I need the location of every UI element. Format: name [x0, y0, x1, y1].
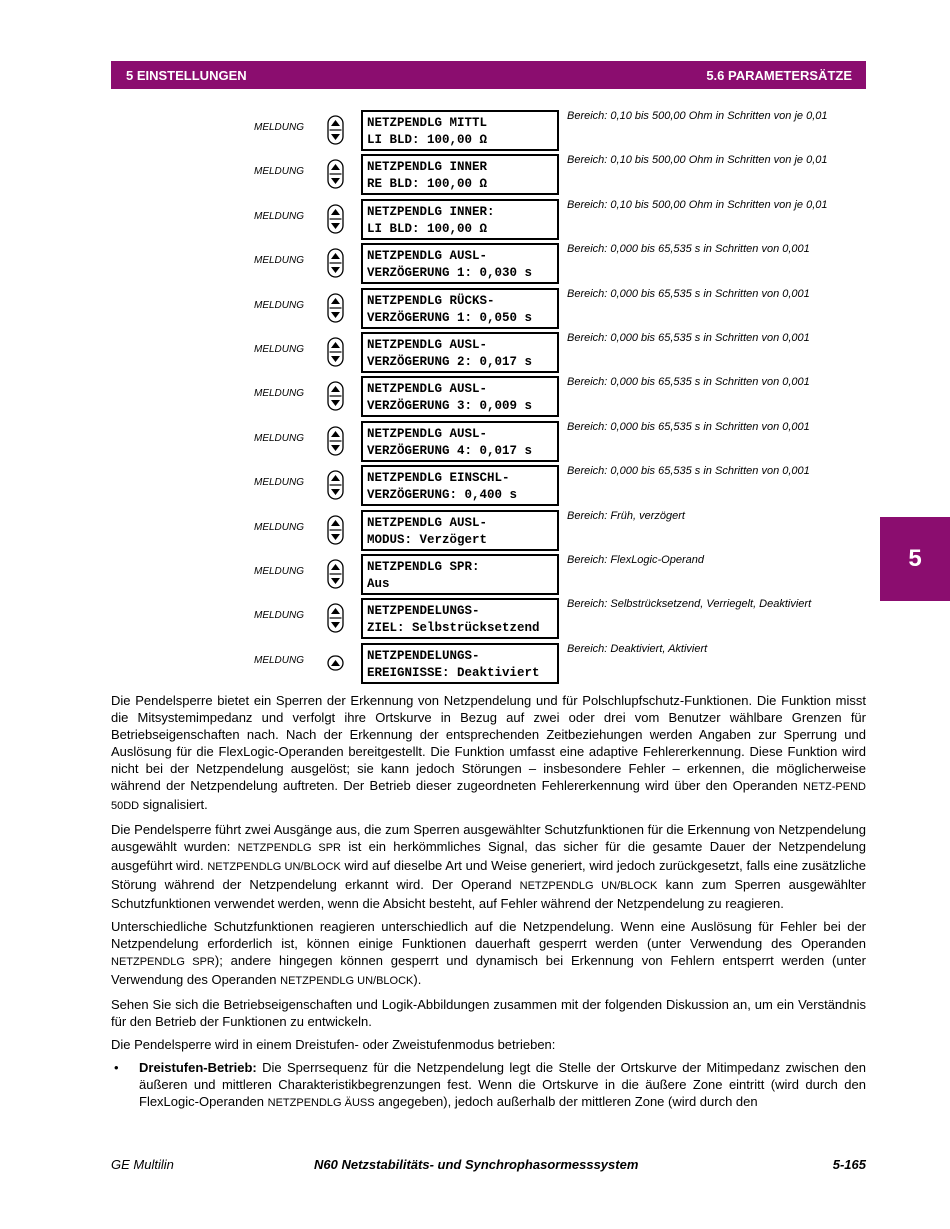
range-description: Bereich: 0,10 bis 500,00 Ohm in Schritten von je 0,01: [567, 154, 828, 167]
chapter-title: 5 EINSTELLUNGEN: [126, 67, 247, 83]
lcd-line-1: NETZPENDLG AUSL-: [367, 249, 488, 264]
lcd-display: [361, 554, 559, 595]
lcd-line-2: VERZÖGERUNG 4: 0,017 s: [367, 443, 533, 458]
lcd-line-2: RE BLD: 100,00 Ω: [367, 177, 488, 192]
lcd-display: [361, 243, 559, 284]
setting-row: [0, 376, 950, 420]
lcd-display: [361, 199, 559, 240]
paragraph: [111, 692, 866, 815]
lcd-line-2: VERZÖGERUNG 3: 0,009 s: [367, 399, 533, 414]
message-label: MELDUNG: [254, 122, 305, 133]
range-description: Bereich: 0,000 bis 65,535 s in Schritten von 0,001: [567, 465, 810, 478]
up-down-arrow-keys-icon[interactable]: [327, 115, 344, 145]
paragraph: [111, 918, 866, 990]
lcd-line-2: ZIEL: Selbstrücksetzend: [367, 621, 540, 636]
lcd-display: [361, 510, 559, 551]
bullet-item: [111, 1059, 866, 1112]
lcd-display: [361, 465, 559, 506]
setting-row: [0, 243, 950, 287]
setting-row: [0, 199, 950, 243]
bullet-title: Dreistufen-Betrieb:: [139, 1060, 257, 1075]
text-span: wird auf dieselbe Art und Weise generiert, wird jedoch zurückgesetzt, falls eine zusätzliche Störung während der Netzpendelung erkannt wird. Der Operand: [111, 858, 866, 892]
range-description: Bereich: 0,000 bis 65,535 s in Schritten von 0,001: [567, 420, 810, 433]
message-label: MELDUNG: [254, 210, 305, 222]
operand-name: NETZ-PEND 50DD: [111, 781, 866, 812]
lcd-line-2: VERZÖGERUNG: 0,400 s: [367, 488, 518, 503]
lcd-line-2: LI BLD: 100,00 Ω: [367, 221, 488, 236]
lcd-line-1: NETZPENDLG AUSL-: [367, 426, 488, 441]
lcd-display: [361, 598, 559, 639]
paragraph: Sehen Sie sich die Betriebseigenschaften und Logik-Abbildungen zusammen mit der folgenden Diskussion an, um ein Verständnis für den Betrieb der Funktionen zu entwickeln.: [111, 997, 866, 1029]
lcd-line-2: VERZÖGERUNG 1: 0,030 s: [367, 266, 533, 281]
lcd-line-2: VERZÖGERUNG 2: 0,017 s: [367, 355, 533, 369]
footer-company: GE Multilin: [111, 1157, 174, 1172]
lcd-display: [361, 421, 559, 462]
operand-name: NETZPENDLG UN/BLOCK: [280, 975, 414, 987]
lcd-line-2: MODUS: Verzögert: [367, 532, 488, 547]
text-span: Unterschiedliche Schutzfunktionen reagieren unterschiedlich auf die Netzpendelung. Wenn eine Auslösung für Fehler bei der Netzpendelung erforderlich ist, können einige Funktionen dauerhaft gesperrt werden (unter Verwendung des Operanden: [111, 919, 866, 951]
text-span: Die Pendelsperre führt zwei Ausgänge aus, die zum Sperren ausgewählter Schutzfunktionen für die Erkennung von Netzpendelung ausgewählt wurden:: [111, 822, 866, 854]
lcd-line-2: EREIGNISSE: Deaktiviert: [367, 665, 540, 680]
up-down-arrow-keys-icon[interactable]: [327, 381, 344, 411]
message-label: MELDUNG: [254, 610, 305, 622]
paragraph: Die Pendelsperre wird in einem Dreistufen- oder Zweistufenmodus betrieben:: [111, 1037, 556, 1052]
lcd-line-1: NETZPENDLG MITTL: [367, 116, 488, 130]
text-span: kann zum Sperren ausgewählter Schutzfunktionen verwendet werden, wenn die Absicht besteht, auf Fehler während der Netzpendelung zu reagieren.: [111, 877, 867, 911]
up-down-arrow-keys-icon[interactable]: [327, 293, 344, 323]
message-label: MELDUNG: [254, 566, 305, 577]
range-description: Bereich: 0,10 bis 500,00 Ohm in Schritten von je 0,01: [567, 110, 828, 122]
up-down-arrow-keys-icon[interactable]: [327, 470, 344, 500]
setting-row: [0, 421, 950, 465]
up-down-arrow-keys-icon[interactable]: [327, 337, 344, 367]
lcd-line-1: NETZPENDLG EINSCHL-: [367, 471, 510, 486]
lcd-line-1: NETZPENDLG AUSL-: [367, 382, 488, 397]
chapter-tab: 5: [880, 517, 950, 601]
setting-row: [0, 465, 950, 509]
up-down-arrow-keys-icon[interactable]: [327, 515, 344, 545]
operand-name: NETZPENDLG UN/BLOCK: [519, 880, 658, 892]
setting-row: [0, 110, 950, 154]
operand-name: NETZPENDLG SPR: [111, 956, 215, 968]
setting-row: [0, 154, 950, 198]
setting-row: [0, 643, 950, 687]
section-title: 5.6 PARAMETERSÄTZE: [706, 67, 852, 83]
message-label: MELDUNG: [254, 344, 305, 355]
up-down-arrow-keys-icon[interactable]: [327, 603, 344, 633]
text-span: ); andere hingegen können gesperrt und dynamisch bei Erkennung von Fehlern entsperrt werden (unter Verwendung des Operanden: [111, 953, 866, 987]
message-label: MELDUNG: [254, 255, 305, 267]
range-description: Bereich: 0,10 bis 500,00 Ohm in Schritten von je 0,01: [567, 198, 828, 211]
lcd-line-1: NETZPENDELUNGS-: [367, 648, 480, 663]
setting-row: [0, 510, 950, 554]
message-label: MELDUNG: [254, 654, 305, 666]
page-number: 5-165: [832, 1157, 866, 1172]
up-down-arrow-keys-icon[interactable]: [327, 426, 344, 456]
footer-title: N60 Netzstabilitäts- und Synchrophasormesssystem: [314, 1157, 639, 1172]
setting-row: [0, 332, 950, 376]
lcd-line-1: NETZPENDLG SPR:: [367, 560, 480, 574]
bullet-symbol: •: [114, 1060, 119, 1075]
range-description: Bereich: 0,000 bis 65,535 s in Schritten von 0,001: [567, 287, 810, 300]
body-text: [111, 692, 866, 1112]
lcd-line-2: LI BLD: 100,00 Ω: [367, 133, 488, 147]
setting-row: [0, 554, 950, 598]
text-span: Die Pendelsperre bietet ein Sperren der Erkennung von Netzpendelung und für Polschlupfschutz-Funktionen. Die Funktion misst die Mitsystemimpedanz und verfolgt ihre Ortskurve in Bezug auf zwei oder drei vom Benutzer wählbare Grenzen für Betriebseigenschaften nach. Nach der Erkennung der entsprechenden Zeitbeziehungen werden Angaben zur Sperrung und Auslösung für die FlexLogic-Operanden bereitgestellt. Die Funktion umfasst eine adaptive Fehlererkennung. Diese Funktion wird nicht bei der Netzpendelung ausgelöst; sie kann jedoch Störungen – insbesondere Fehler – erkennen, die möglicherweise während der Netzpendelung auftreten. Der Betrieb dieser zugeordneten Fehlererkennung wird über den Operanden: [111, 693, 866, 793]
message-label: MELDUNG: [254, 432, 305, 444]
range-description: Bereich: Deaktiviert, Aktiviert: [567, 642, 708, 655]
lcd-display: [361, 376, 559, 417]
message-label: MELDUNG: [254, 388, 305, 400]
range-description: Bereich: Früh, verzögert: [567, 509, 685, 522]
text-span: Die Sperrsequenz für die Netzpendelung legt die Stelle der Ortskurve der Mitimpedanz zwischen den äußeren und mittleren Charakteristikbegrenzungen fest. Wenn die Ortskurve in die äußere Zone eintritt (wird durch den FlexLogic-Operanden: [139, 1060, 866, 1109]
text-span: ist ein herkömmliches Signal, das sicher für die gesamte Dauer der Netzpendelung ausgeführt wird.: [111, 839, 866, 873]
bullet-text: [139, 1059, 866, 1112]
operand-name: NETZPENDLG SPR: [237, 842, 341, 854]
message-label: MELDUNG: [254, 521, 305, 533]
message-label: MELDUNG: [254, 477, 305, 489]
lcd-display: [361, 332, 559, 373]
lcd-display: [361, 643, 559, 684]
up-down-arrow-keys-icon[interactable]: [327, 248, 344, 278]
range-description: Bereich: Selbstrücksetzend, Verriegelt, Deaktiviert: [567, 598, 812, 611]
text-span: signalisiert.: [139, 797, 208, 812]
setting-row: [0, 598, 950, 642]
range-description: Bereich: 0,000 bis 65,535 s in Schritten von 0,001: [567, 332, 810, 344]
up-down-arrow-keys-icon[interactable]: [327, 204, 344, 234]
up-down-arrow-keys-icon[interactable]: [327, 159, 344, 189]
operand-name: NETZPENDLG UN/BLOCK: [207, 861, 341, 873]
lcd-display: [361, 110, 559, 151]
range-description: Bereich: 0,000 bis 65,535 s in Schritten von 0,001: [567, 243, 810, 256]
section-header: [111, 61, 866, 89]
message-label: MELDUNG: [254, 299, 305, 311]
lcd-line-2: VERZÖGERUNG 1: 0,050 s: [367, 310, 533, 325]
setting-row: [0, 288, 950, 332]
up-down-arrow-keys-icon[interactable]: [327, 559, 344, 589]
lcd-line-1: NETZPENDLG AUSL-: [367, 515, 488, 530]
lcd-line-1: NETZPENDLG AUSL-: [367, 338, 488, 352]
lcd-line-1: NETZPENDELUNGS-: [367, 604, 480, 619]
operand-name: NETZPENDLG ÄUSS: [267, 1097, 375, 1109]
lcd-line-1: NETZPENDLG RÜCKS-: [367, 293, 495, 308]
lcd-line-1: NETZPENDLG INNER: [367, 160, 488, 175]
message-label: MELDUNG: [254, 166, 305, 178]
lcd-display: [361, 154, 559, 195]
lcd-line-2: Aus: [367, 577, 390, 591]
text-span: ).: [413, 972, 422, 987]
lcd-line-1: NETZPENDLG INNER:: [367, 204, 495, 219]
paragraph: [111, 821, 866, 912]
range-description: Bereich: 0,000 bis 65,535 s in Schritten von 0,001: [567, 376, 810, 389]
text-span: angegeben), jedoch außerhalb der mittleren Zone (wird durch den: [374, 1094, 758, 1109]
lcd-display: [361, 288, 559, 329]
range-description: Bereich: FlexLogic-Operand: [567, 554, 704, 566]
up-arrow-key-icon[interactable]: [327, 648, 344, 678]
